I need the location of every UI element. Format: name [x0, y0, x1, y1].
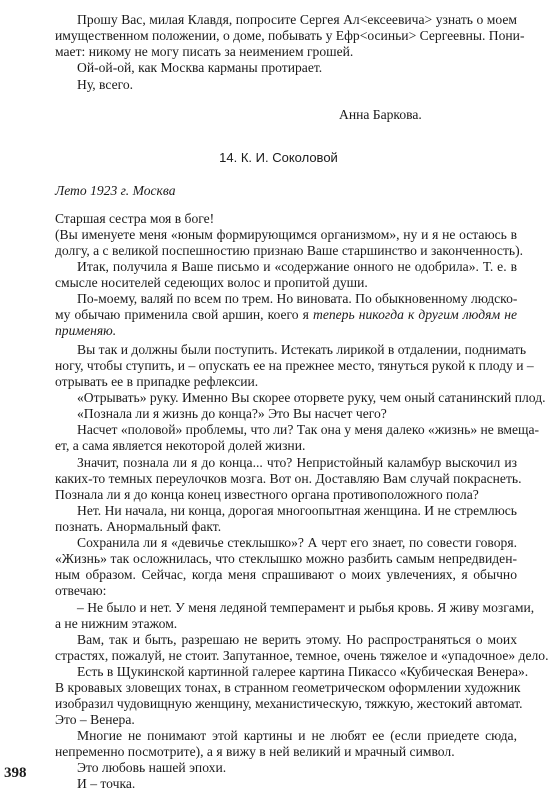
letter13-line: Ну, всего. — [77, 77, 134, 92]
letter14-line: Сохранила ли я «девичье стеклышко»? А черт его знает, по совести говоря. — [77, 535, 517, 550]
letter14-line: ным образом. Сейчас, когда меня спрашивают о моих увлечениях, я обычно — [55, 567, 517, 582]
letter14-line: Есть в Щукинской картинной галерее картина Пикассо «Кубическая Венера». — [77, 664, 529, 679]
letter13-line: имущественном положении, о доме, побывать у Ефр<осиньи> Сергеевны. Пони- — [55, 28, 525, 43]
dateline: Лето 1923 г. Москва — [55, 183, 176, 198]
letter14-line: ет, а сама является некоторой долей жизни. — [55, 438, 306, 453]
signature: Анна Баркова. — [339, 107, 422, 122]
letter14-line: непременно посмотрите), а я вижу в ней великий и мрачный символ. — [55, 744, 455, 759]
letter14-line: изобразил чудовищную женщину, механистическую, тяжкую, жестокий автомат. — [55, 696, 523, 711]
letter14-line: «Отрывать» руку. Именно Вы скорее оторвете руку, чем оный сатанинский плод. — [77, 390, 546, 405]
page-number: 398 — [4, 765, 27, 781]
letter14-line: «Познала ли я жизнь до конца?» Это Вы насчет чего? — [77, 406, 387, 421]
letter14-line: И – точка. — [77, 776, 136, 791]
letter14-line: Значит, познала ли я до конца... что? Непристойный каламбур выскочил из — [77, 455, 517, 470]
letter14-line: смысле носителей седеющих волос и пропитой души. — [55, 275, 368, 290]
letter14-line: (Вы именуете меня «юным формирующимся организмом», ну и я не остаюсь в — [55, 227, 517, 242]
letter14-line: Итак, получила я Ваше письмо и «содержание онного не одобрила». Т. е. в — [77, 259, 517, 274]
letter14-line: Это – Венера. — [55, 712, 135, 727]
letter14-line: – Не было и нет. У меня ледяной темперамент и рыбья кровь. Я живу мозгами, — [77, 600, 535, 615]
letter14-line: долгу, а с великой поспешностию признаю Ваше старшинство и законченность). — [55, 243, 524, 258]
letter13-line: Прошу Вас, милая Клавдя, попросите Сергея Ал<ексеевича> узнать о моем — [77, 12, 517, 27]
letter14-line: «Жизнь» так осложнилась, что стеклышко можно разбить самым непредвиден- — [55, 551, 517, 566]
letter14-line: отрывать ее в припадке рефлексии. — [55, 374, 259, 389]
italic-emphasis: теперь никогда к другим людям не — [313, 307, 517, 322]
letter14-line: Многие не понимают этой картины и не любят ее (если приедете сюда, — [77, 728, 517, 743]
letter14-line: Нет. Ни начала, ни конца, дорогая многоопытная женщина. И не стремлюсь — [77, 503, 517, 518]
letter14-line: отвечаю: — [55, 583, 107, 598]
letter14-line — [55, 307, 517, 323]
letter-heading: 14. К. И. Соколовой — [219, 150, 338, 165]
letter14-line: каких-то темных переулочков мозга. Вот он. Доставляю Вам случай покраснеть. — [55, 471, 522, 486]
letter14-line: Насчет «половой» проблемы, что ли? Так она у меня далеко «жизнь» не вмеща- — [77, 422, 540, 437]
letter13-line: мает: никому не могу писать за неимением грошей. — [55, 44, 354, 59]
letter14-text: му обычаю применила свой аршин, коего я — [55, 307, 309, 322]
letter14-line: познать. Анормальный факт. — [55, 519, 222, 534]
letter14-line: применяю. — [55, 323, 117, 338]
letter14-line: Старшая сестра моя в боге! — [55, 211, 215, 226]
letter14-line: Это любовь нашей эпохи. — [77, 760, 227, 775]
letter13-line: Ой-ой-ой, как Москва карманы протирает. — [77, 60, 323, 75]
letter14-line: страстях, пожалуй, не стоит. Запутанное, темное, очень тяжелое и «упадочное» дело. — [55, 648, 549, 663]
letter14-line: Вам, так и быть, разрешаю не верить этому. Но распространяться о моих — [77, 632, 517, 647]
letter14-line: Познала ли я до конца конец известного органа противоположного пола? — [55, 487, 479, 502]
letter14-line: Вы так и должны были поступить. Истекать лирикой в отдалении, поднимать — [77, 342, 527, 357]
letter14-line: В кровавых зловещих тонах, в странном геометрическом оформлении художник — [55, 680, 521, 695]
letter14-line: По-моему, валяй по всем по трем. Но виновата. По обыкновенному людско- — [77, 291, 518, 306]
letter14-line: а не нижним этажом. — [55, 616, 178, 631]
letter14-line: ногу, чтобы ступить, и – опускать ее на прежнее место, тянуться рукой к плоду и – — [55, 358, 534, 373]
